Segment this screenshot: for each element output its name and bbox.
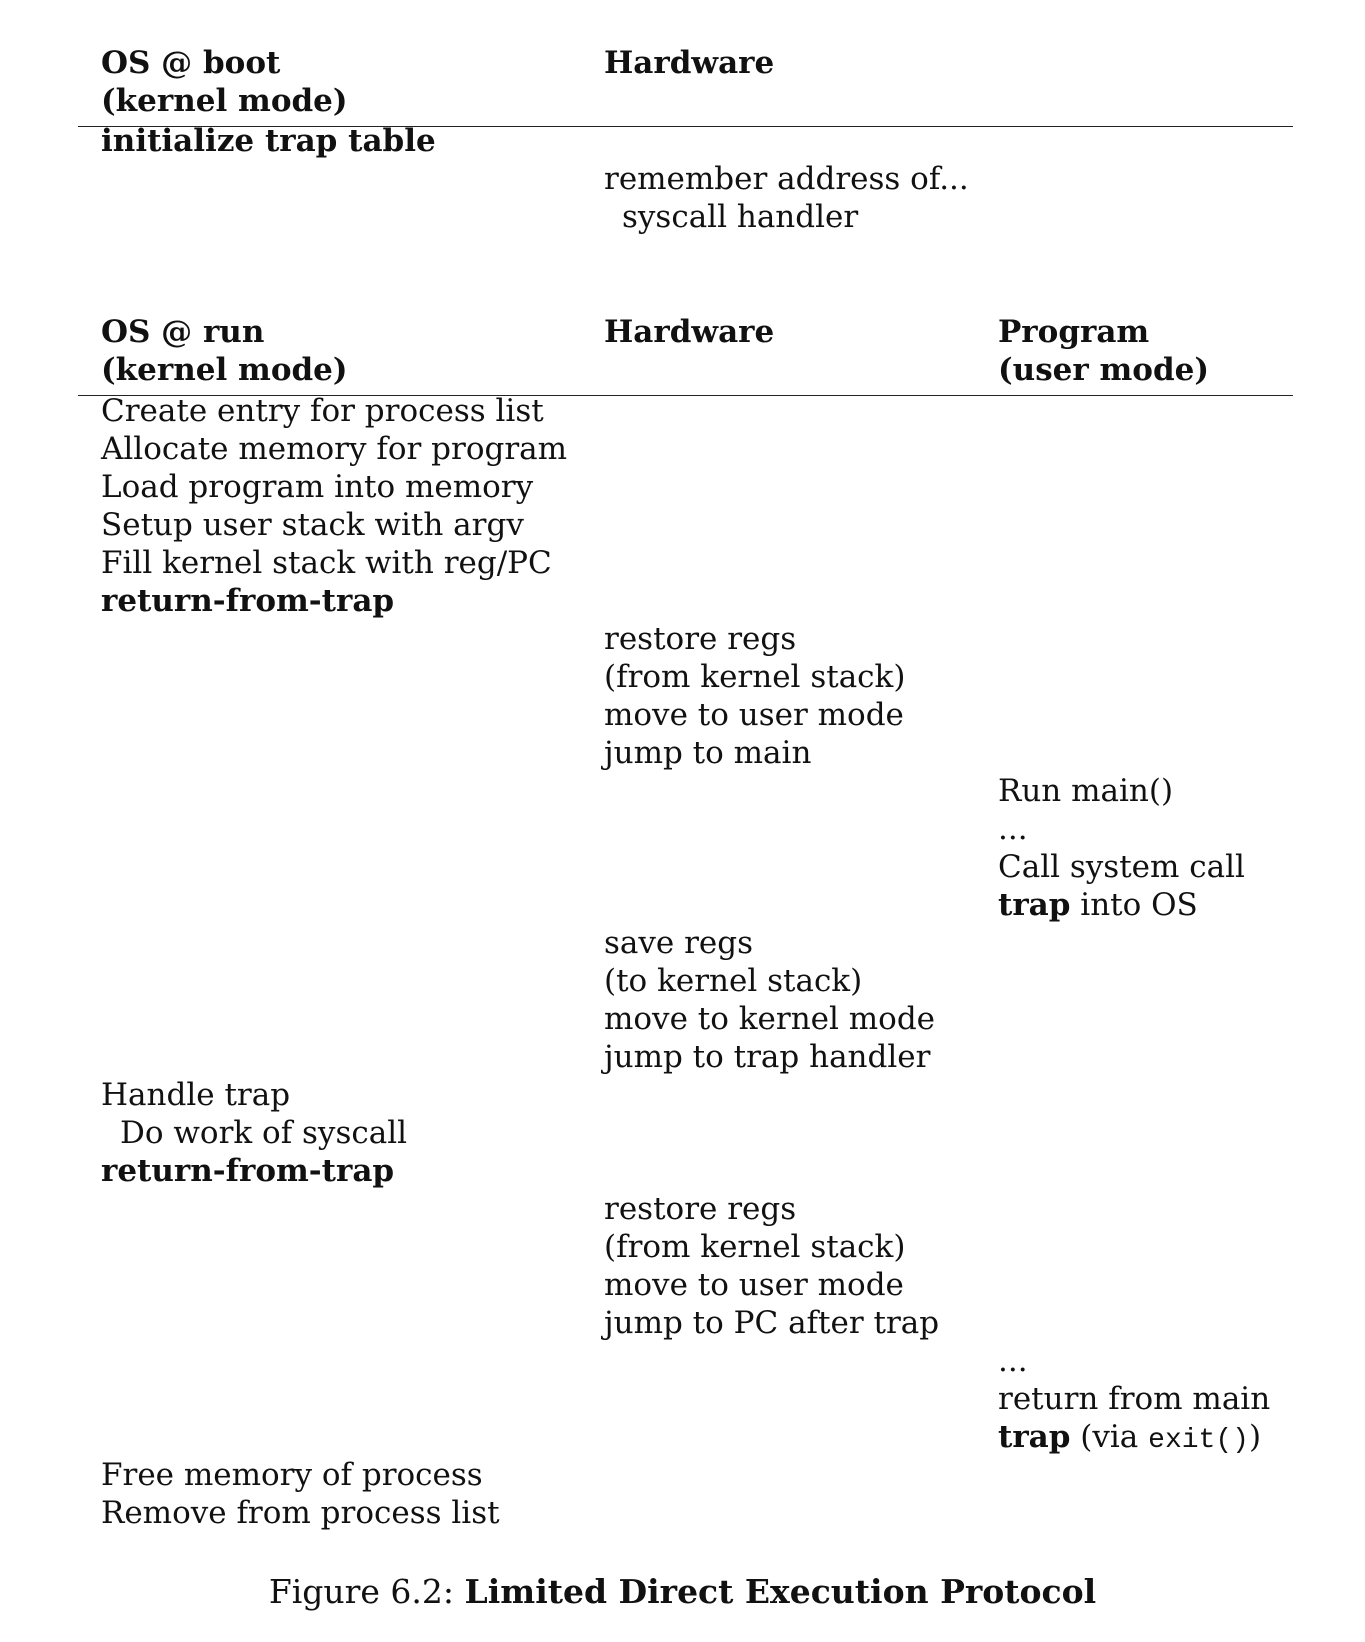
run-os-header-line2: (kernel mode)	[101, 352, 348, 388]
run-hardware-header: Hardware	[604, 314, 775, 350]
os-step-create-entry: Create entry for process list	[101, 393, 544, 429]
hw-step-to-kernel-stack: (to kernel stack)	[604, 963, 863, 999]
hw-step-from-kernel-stack-2: (from kernel stack)	[604, 1229, 906, 1265]
os-step-fill-kernel-stack: Fill kernel stack with reg/PC	[101, 545, 552, 581]
exit-call-code: exit()	[1148, 1425, 1249, 1456]
caption-title: Limited Direct Execution Protocol	[464, 1572, 1097, 1611]
os-step-load-program: Load program into memory	[101, 469, 534, 505]
prog-step-return-from-main: return from main	[998, 1381, 1271, 1417]
hw-step-from-kernel-stack-1: (from kernel stack)	[604, 659, 906, 695]
boot-os-step: initialize trap table	[101, 123, 436, 159]
boot-os-header-line2: (kernel mode)	[101, 83, 348, 119]
os-step-remove-process: Remove from process list	[101, 1495, 500, 1531]
os-step-setup-stack: Setup user stack with argv	[101, 507, 524, 543]
os-step-return-from-trap-1: return-from-trap	[101, 583, 395, 619]
trap-exit-open: (via	[1070, 1419, 1149, 1455]
trap-into-os-text: into OS	[1070, 887, 1198, 923]
boot-hw-line1: remember address of...	[604, 161, 969, 197]
figure-caption	[0, 1572, 1365, 1612]
boot-os-header-line1: OS @ boot	[101, 45, 281, 81]
os-step-return-from-trap-2: return-from-trap	[101, 1153, 395, 1189]
boot-hardware-header: Hardware	[604, 45, 775, 81]
trap-exit-keyword: trap	[998, 1419, 1071, 1455]
boot-hw-line2: syscall handler	[622, 199, 859, 235]
hw-step-jump-trap-handler: jump to trap handler	[604, 1039, 931, 1075]
run-program-header-line1: Program	[998, 314, 1150, 350]
hw-step-restore-regs-1: restore regs	[604, 621, 797, 657]
hw-step-move-user-mode-2: move to user mode	[604, 1267, 904, 1303]
hw-step-move-user-mode-1: move to user mode	[604, 697, 904, 733]
run-os-header-line1: OS @ run	[101, 314, 265, 350]
prog-step-run-main: Run main()	[998, 773, 1174, 809]
hw-step-jump-main: jump to main	[604, 735, 812, 771]
os-step-free-memory: Free memory of process	[101, 1457, 483, 1493]
os-step-do-work: Do work of syscall	[120, 1115, 408, 1151]
trap-keyword: trap	[998, 887, 1071, 923]
hw-step-restore-regs-2: restore regs	[604, 1191, 797, 1227]
os-step-allocate-memory: Allocate memory for program	[101, 431, 568, 467]
hw-step-jump-pc: jump to PC after trap	[604, 1305, 940, 1341]
hw-step-move-kernel-mode: move to kernel mode	[604, 1001, 936, 1037]
prog-step-call-syscall: Call system call	[998, 849, 1245, 885]
os-step-handle-trap: Handle trap	[101, 1077, 291, 1113]
run-program-header-line2: (user mode)	[998, 352, 1210, 388]
prog-step-trap-into-os	[998, 886, 1198, 924]
prog-step-trap-exit	[998, 1418, 1261, 1460]
caption-prefix: Figure 6.2:	[268, 1572, 465, 1611]
prog-step-ellipsis-2: ...	[998, 1343, 1028, 1379]
hw-step-save-regs: save regs	[604, 925, 754, 961]
trap-exit-close: )	[1248, 1419, 1262, 1455]
prog-step-ellipsis-1: ...	[998, 811, 1028, 847]
